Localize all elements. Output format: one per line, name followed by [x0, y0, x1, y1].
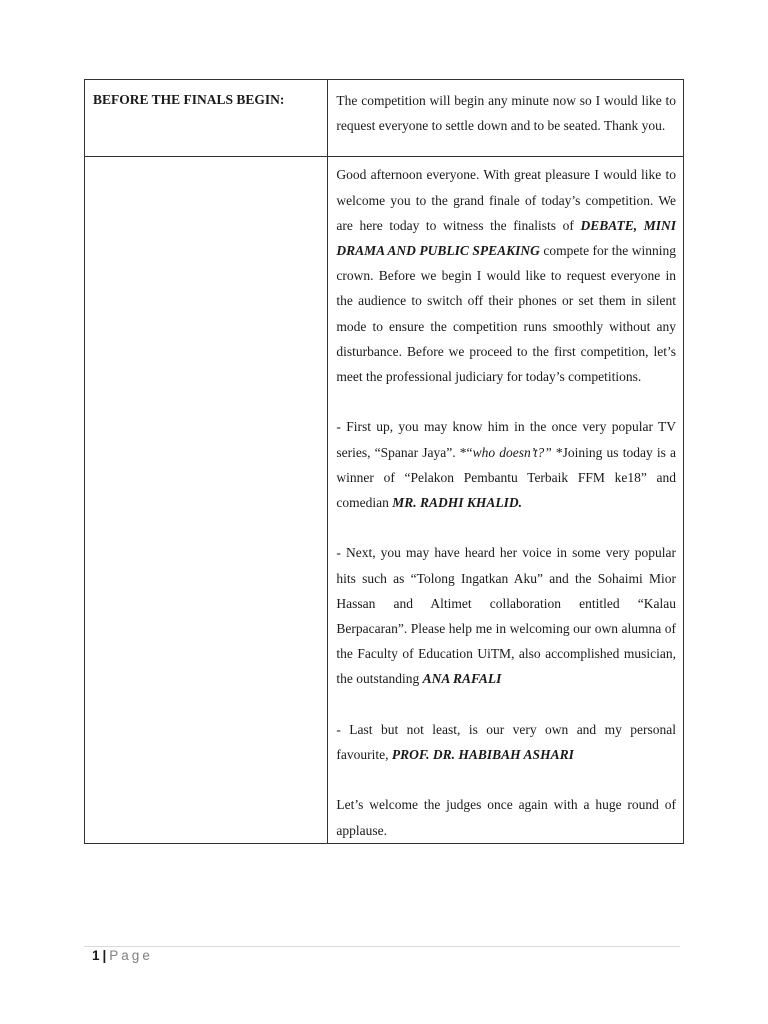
page-label: Page [109, 948, 153, 963]
judge-intro-text: - Last but not least, is our very own and my personal favourite, [336, 721, 676, 763]
speech-cell [328, 157, 684, 843]
cue-label [85, 157, 327, 164]
script-row [85, 157, 684, 843]
announcement-text: The competition will begin any minute now so I would like to request everyone to settle down and to be seated. Thank you. [336, 93, 676, 134]
welcome-text: Good afternoon everyone. With great pleasure I would like to welcome you to the grand finale of today’s competition. We are here today to witness the finalists of [336, 167, 676, 233]
judge-aside: who doesn’t?” [472, 444, 552, 460]
cue-cell [85, 80, 328, 157]
footer-divider [84, 946, 680, 947]
welcome-paragraph [336, 162, 676, 389]
judge-name: ANA RAFALI [422, 671, 502, 687]
speech-cell [328, 80, 684, 157]
judge-name: MR. RADHI KHALID. [392, 495, 523, 511]
judge-name: PROF. DR. HABIBAH ASHARI [391, 747, 574, 763]
footer-separator: | [102, 948, 107, 963]
judge-intro-text: - Next, you may have heard her voice in some very popular hits such as “Tolong Ingatkan Aku” and the Sohaimi Mior Hassan and Altimet collaboration entitled “Kalau Berpacaran”. Please help me in welcoming our own alumna of the Faculty of Education UiTM, also accomplished musician, the outstanding [336, 545, 676, 687]
judge-intro-3 [336, 717, 676, 767]
script-table [84, 79, 684, 844]
cue-label: BEFORE THE FINALS BEGIN: [93, 92, 285, 107]
script-row [85, 80, 684, 157]
judge-intro-text-cont: *Joining us today is a winner of “Pelakon Pembantu Terbaik FFM ke18” and comedian [336, 444, 676, 511]
judge-intro-1 [336, 414, 676, 515]
page-number: 1 [92, 948, 100, 963]
judge-intro-text: - First up, you may know him in the once very popular TV series, “Spanar Jaya”. *“ [336, 419, 676, 460]
closing-paragraph: Let’s welcome the judges once again with a huge round of applause. [336, 797, 676, 838]
welcome-text-cont: compete for the winning crown. Before we begin I would like to request everyone in the audience to switch off their phones or set them in silent mode to ensure the competition runs smoothly without any disturbance. Before we proceed to the first competition, let’s meet the professional judiciary for today’s competitions. [336, 243, 676, 385]
judge-intro-2 [336, 540, 676, 691]
categories-highlight: DEBATE, MINI DRAMA AND PUBLIC SPEAKING [336, 217, 676, 259]
cue-cell [85, 157, 328, 843]
page-footer [92, 948, 153, 963]
